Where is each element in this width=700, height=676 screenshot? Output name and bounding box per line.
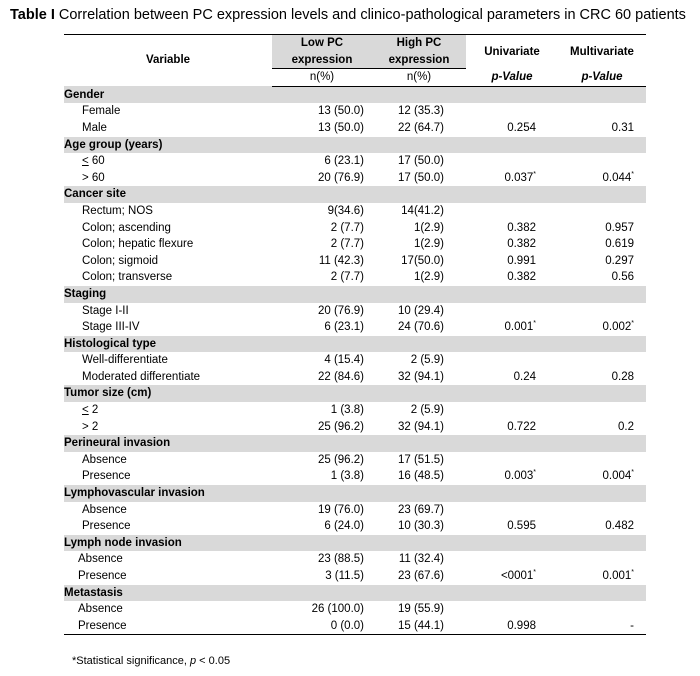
multivariate-cell xyxy=(558,419,646,436)
univariate-cell-value: 0.24 xyxy=(513,370,536,383)
univariate-cell xyxy=(466,402,558,419)
multivariate-cell-value: 0.297 xyxy=(605,254,634,267)
group-label: Perineural invasion xyxy=(64,435,646,452)
low-pc-cell xyxy=(272,568,372,585)
univariate-cell xyxy=(466,369,558,386)
high-pc-cell xyxy=(372,203,466,220)
group-row xyxy=(64,186,646,203)
group-label: Age group (years) xyxy=(64,137,646,154)
footnote-prefix: *Statistical significance, xyxy=(72,655,190,667)
group-row xyxy=(64,585,646,602)
row-label: < 2 xyxy=(82,404,99,417)
footnote xyxy=(72,655,230,667)
significance-marker: * xyxy=(631,320,634,328)
high-pc-cell xyxy=(372,170,466,187)
multivariate-cell-value: 0.619 xyxy=(605,238,634,251)
low-pc-cell-value: 20 (76.9) xyxy=(317,304,364,317)
row-label: > 2 xyxy=(82,420,99,433)
group-row xyxy=(64,86,646,103)
group-row xyxy=(64,385,646,402)
significance-marker: * xyxy=(631,170,634,178)
high-pc-cell-value: 1(2.9) xyxy=(413,238,444,251)
univariate-cell-value: 0.991 xyxy=(507,254,536,267)
univariate-cell xyxy=(466,419,558,436)
table-title: Correlation between PC expression levels and clinico-pathological parameters in CRC 60 patients xyxy=(54,7,686,23)
row-label: Presence xyxy=(64,618,272,635)
low-pc-cell-value: 6 (23.1) xyxy=(324,321,364,334)
low-pc-cell xyxy=(272,618,372,635)
table-row xyxy=(64,452,646,469)
high-pc-cell-value: 14(41.2) xyxy=(401,204,444,217)
group-label: Gender xyxy=(64,86,646,103)
low-pc-cell-value: 6 (23.1) xyxy=(324,155,364,168)
table-label: Table I xyxy=(10,7,55,23)
low-pc-cell xyxy=(272,518,372,535)
table-row xyxy=(64,518,646,535)
high-pc-cell xyxy=(372,120,466,137)
row-label: Female xyxy=(82,105,121,118)
univariate-cell-value: 0.001 xyxy=(504,321,534,334)
multivariate-cell-value: - xyxy=(630,619,634,632)
significance-marker: * xyxy=(631,569,634,577)
multivariate-cell xyxy=(558,319,646,336)
multivariate-cell-value: 0.2 xyxy=(618,420,634,433)
low-pc-cell-value: 26 (100.0) xyxy=(311,603,364,616)
high-pc-cell xyxy=(372,468,466,485)
multivariate-cell xyxy=(558,568,646,585)
header-multi-p xyxy=(558,69,646,87)
univariate-cell xyxy=(466,518,558,535)
univariate-cell xyxy=(466,319,558,336)
le-sign: < xyxy=(82,404,89,417)
multivariate-cell xyxy=(558,203,646,220)
high-pc-cell-value: 23 (67.6) xyxy=(397,570,444,582)
multivariate-cell xyxy=(558,120,646,137)
high-pc-cell-value: 16 (48.5) xyxy=(397,470,444,483)
group-label: Metastasis xyxy=(64,585,646,602)
table-row xyxy=(64,601,646,618)
low-pc-cell-value: 25 (96.2) xyxy=(317,453,364,466)
low-pc-cell-value: 2 (7.7) xyxy=(330,238,364,251)
row-label: Absence xyxy=(82,453,127,466)
footnote-p: p xyxy=(190,655,197,667)
multivariate-cell xyxy=(558,601,646,618)
high-pc-cell xyxy=(372,551,466,568)
table-row xyxy=(64,468,646,485)
table-row xyxy=(64,170,646,187)
multivariate-cell-value: 0.044 xyxy=(602,171,632,184)
high-pc-cell xyxy=(372,419,466,436)
low-pc-cell-value: 6 (24.0) xyxy=(324,520,364,533)
high-pc-cell-value: 17 (50.0) xyxy=(397,155,444,168)
high-pc-cell-value: 17 (51.5) xyxy=(397,453,444,466)
row-label: Stage I-II xyxy=(82,304,129,317)
multivariate-cell xyxy=(558,153,646,170)
group-row xyxy=(64,485,646,502)
row-label: Absence xyxy=(82,503,127,516)
univariate-cell xyxy=(466,601,558,618)
header-high-expression: expression xyxy=(372,52,466,69)
high-pc-cell xyxy=(372,402,466,419)
high-pc-cell-value: 1(2.9) xyxy=(413,221,444,234)
univariate-cell xyxy=(466,170,558,187)
table-row xyxy=(64,103,646,120)
low-pc-cell-value: 3 (11.5) xyxy=(325,570,364,582)
univariate-cell xyxy=(466,236,558,253)
low-pc-cell-value: 13 (50.0) xyxy=(317,121,364,134)
high-pc-cell-value: 22 (64.7) xyxy=(397,121,444,134)
multivariate-cell xyxy=(558,452,646,469)
univariate-cell xyxy=(466,120,558,137)
high-pc-cell-value: 10 (30.3) xyxy=(397,520,444,533)
multivariate-cell xyxy=(558,269,646,286)
low-pc-cell-value: 9(34.6) xyxy=(327,204,364,217)
row-label: Presence xyxy=(82,520,131,533)
low-pc-cell xyxy=(272,203,372,220)
high-pc-cell xyxy=(372,601,466,618)
table-row xyxy=(64,618,646,635)
footnote-value: 0.05 xyxy=(208,655,231,667)
table-row xyxy=(64,352,646,369)
low-pc-cell xyxy=(272,120,372,137)
header-low-expression: expression xyxy=(272,52,372,69)
low-pc-cell-value: 13 (50.0) xyxy=(317,105,364,118)
row-label: Absence xyxy=(78,553,123,566)
high-pc-cell-value: 1(2.9) xyxy=(413,271,444,284)
low-pc-cell-value: 11 (42.3) xyxy=(318,254,364,267)
group-label: Histological type xyxy=(64,336,646,353)
table-row xyxy=(64,419,646,436)
header-univariate: Univariate xyxy=(466,35,558,69)
high-pc-cell-value: 2 (5.9) xyxy=(410,354,444,367)
row-label: > 60 xyxy=(82,171,105,184)
group-label: Staging xyxy=(64,286,646,303)
row-label: Moderated differentiate xyxy=(82,370,201,383)
correlation-table xyxy=(64,34,646,635)
high-pc-cell-value: 10 (29.4) xyxy=(397,304,444,317)
table-row xyxy=(64,253,646,270)
low-pc-cell xyxy=(272,369,372,386)
table-row xyxy=(64,402,646,419)
multivariate-cell xyxy=(558,352,646,369)
table-row xyxy=(64,269,646,286)
high-pc-cell-value: 23 (69.7) xyxy=(397,503,444,516)
univariate-cell xyxy=(466,253,558,270)
low-pc-cell-value: 20 (76.9) xyxy=(317,171,364,184)
multivariate-cell xyxy=(558,170,646,187)
row-label: Male xyxy=(82,121,107,134)
multivariate-cell xyxy=(558,369,646,386)
low-pc-cell-value: 2 (7.7) xyxy=(330,221,364,234)
row-label: Colon; hepatic flexure xyxy=(82,238,194,251)
low-pc-cell-value: 0 (0.0) xyxy=(330,619,364,632)
table-row xyxy=(64,369,646,386)
univariate-cell-value: 0.595 xyxy=(507,520,536,533)
significance-marker: * xyxy=(533,469,536,477)
univariate-cell xyxy=(466,618,558,635)
low-pc-cell-value: 22 (84.6) xyxy=(317,370,364,383)
row-label: Colon; sigmoid xyxy=(82,254,159,267)
high-pc-cell-value: 24 (70.6) xyxy=(397,321,444,334)
high-pc-cell-value: 12 (35.3) xyxy=(397,105,444,118)
univariate-cell-value: 0.382 xyxy=(507,238,536,251)
table-caption xyxy=(10,7,694,23)
low-pc-cell xyxy=(272,352,372,369)
high-pc-cell xyxy=(372,369,466,386)
univariate-cell-value: <0001 xyxy=(500,570,534,582)
header-multivariate: Multivariate xyxy=(558,35,646,69)
group-label: Tumor size (cm) xyxy=(64,385,646,402)
high-pc-cell-value: 11 (32.4) xyxy=(398,553,444,566)
univariate-cell xyxy=(466,551,558,568)
low-pc-cell-value: 2 (7.7) xyxy=(330,271,364,284)
table-row xyxy=(64,220,646,237)
multivariate-cell-value: 0.56 xyxy=(611,271,634,284)
high-pc-cell xyxy=(372,352,466,369)
header-low-pc: Low PC xyxy=(272,35,372,52)
low-pc-cell-value: 1 (3.8) xyxy=(330,470,364,483)
univariate-cell-value: 0.382 xyxy=(507,271,536,284)
row-label: Stage III-IV xyxy=(82,321,140,334)
high-pc-cell xyxy=(372,303,466,320)
header-low-n: n(%) xyxy=(272,69,372,87)
multivariate-cell xyxy=(558,220,646,237)
table-row xyxy=(64,568,646,585)
high-pc-cell-value: 17 (50.0) xyxy=(397,171,444,184)
row-label: Presence xyxy=(78,570,127,582)
table-row xyxy=(64,203,646,220)
multivariate-cell xyxy=(558,502,646,519)
low-pc-cell xyxy=(272,236,372,253)
univariate-cell xyxy=(466,103,558,120)
low-pc-cell-value: 19 (76.0) xyxy=(317,503,364,516)
multivariate-cell xyxy=(558,103,646,120)
univariate-cell xyxy=(466,468,558,485)
significance-marker: * xyxy=(533,569,536,577)
group-row xyxy=(64,336,646,353)
high-pc-cell xyxy=(372,253,466,270)
high-pc-cell-value: 32 (94.1) xyxy=(397,420,444,433)
multivariate-cell-value: 0.002 xyxy=(602,321,632,334)
multivariate-cell xyxy=(558,518,646,535)
univariate-cell xyxy=(466,220,558,237)
low-pc-cell xyxy=(272,269,372,286)
multivariate-cell xyxy=(558,303,646,320)
multivariate-cell xyxy=(558,468,646,485)
table-row xyxy=(64,303,646,320)
significance-marker: * xyxy=(533,170,536,178)
low-pc-cell xyxy=(272,319,372,336)
low-pc-cell xyxy=(272,153,372,170)
high-pc-cell xyxy=(372,452,466,469)
high-pc-cell xyxy=(372,502,466,519)
low-pc-cell xyxy=(272,601,372,618)
low-pc-cell xyxy=(272,402,372,419)
header-high-pc: High PC xyxy=(372,35,466,52)
header-uni-p xyxy=(466,69,558,87)
univariate-cell-value: 0.254 xyxy=(507,121,536,134)
multivariate-cell-value: 0.004 xyxy=(602,470,632,483)
univariate-cell xyxy=(466,269,558,286)
univariate-cell xyxy=(466,303,558,320)
group-row xyxy=(64,535,646,552)
group-label: Cancer site xyxy=(64,186,646,203)
multivariate-cell xyxy=(558,253,646,270)
low-pc-cell xyxy=(272,253,372,270)
high-pc-cell xyxy=(372,518,466,535)
high-pc-cell xyxy=(372,103,466,120)
row-label: Colon; transverse xyxy=(82,271,173,284)
row-label: Absence xyxy=(78,603,123,616)
header-variable: Variable xyxy=(64,35,272,87)
low-pc-cell xyxy=(272,103,372,120)
row-label: Rectum; NOS xyxy=(82,204,153,217)
high-pc-cell xyxy=(372,153,466,170)
table-row xyxy=(64,153,646,170)
univariate-cell xyxy=(466,203,558,220)
footnote-op: < xyxy=(196,655,209,667)
univariate-cell-value: 0.003 xyxy=(504,470,534,483)
low-pc-cell-value: 23 (88.5) xyxy=(317,553,364,566)
low-pc-cell xyxy=(272,468,372,485)
significance-marker: * xyxy=(631,469,634,477)
multivariate-cell-value: 0.28 xyxy=(611,370,634,383)
header-high-n: n(%) xyxy=(372,69,466,87)
high-pc-cell xyxy=(372,319,466,336)
univariate-cell xyxy=(466,502,558,519)
high-pc-cell-value: 32 (94.1) xyxy=(397,370,444,383)
univariate-cell-value: 0.722 xyxy=(507,420,536,433)
row-label: Presence xyxy=(82,470,131,483)
low-pc-cell xyxy=(272,303,372,320)
multivariate-cell xyxy=(558,402,646,419)
high-pc-cell xyxy=(372,220,466,237)
header-uni-p-label: p-Value xyxy=(491,70,533,83)
le-sign: < xyxy=(82,155,89,168)
high-pc-cell-value: 2 (5.9) xyxy=(410,404,444,417)
row-label: < 60 xyxy=(82,155,105,168)
header-multi-p-label: p-Value xyxy=(581,70,623,83)
high-pc-cell-value: 19 (55.9) xyxy=(397,603,444,616)
multivariate-cell-value: 0.482 xyxy=(605,520,634,533)
high-pc-cell xyxy=(372,236,466,253)
group-label: Lymph node invasion xyxy=(64,535,646,552)
low-pc-cell-value: 25 (96.2) xyxy=(317,420,364,433)
univariate-cell-value: 0.382 xyxy=(507,221,536,234)
univariate-cell xyxy=(466,568,558,585)
high-pc-cell xyxy=(372,618,466,635)
group-row xyxy=(64,137,646,154)
group-row xyxy=(64,435,646,452)
multivariate-cell xyxy=(558,551,646,568)
row-label: Well-differentiate xyxy=(82,354,168,367)
low-pc-cell-value: 4 (15.4) xyxy=(324,354,364,367)
high-pc-cell-value: 15 (44.1) xyxy=(397,619,444,632)
univariate-cell xyxy=(466,452,558,469)
group-row xyxy=(64,286,646,303)
high-pc-cell xyxy=(372,269,466,286)
univariate-cell xyxy=(466,153,558,170)
table-row xyxy=(64,502,646,519)
row-label: Colon; ascending xyxy=(82,221,171,234)
table-row xyxy=(64,551,646,568)
table-row xyxy=(64,319,646,336)
multivariate-cell xyxy=(558,236,646,253)
low-pc-cell xyxy=(272,170,372,187)
low-pc-cell xyxy=(272,452,372,469)
low-pc-cell xyxy=(272,551,372,568)
low-pc-cell-value: 1 (3.8) xyxy=(330,404,364,417)
high-pc-cell-value: 17(50.0) xyxy=(401,254,444,267)
univariate-cell-value: 0.037 xyxy=(504,171,534,184)
multivariate-cell xyxy=(558,618,646,635)
low-pc-cell xyxy=(272,220,372,237)
multivariate-cell-value: 0.957 xyxy=(605,221,634,234)
multivariate-cell-value: 0.31 xyxy=(611,121,634,134)
low-pc-cell xyxy=(272,502,372,519)
univariate-cell-value: 0.998 xyxy=(507,619,536,632)
group-label: Lymphovascular invasion xyxy=(64,485,646,502)
low-pc-cell xyxy=(272,419,372,436)
table-body xyxy=(64,86,646,635)
table-row xyxy=(64,120,646,137)
univariate-cell xyxy=(466,352,558,369)
table-row xyxy=(64,236,646,253)
significance-marker: * xyxy=(533,320,536,328)
multivariate-cell-value: 0.001 xyxy=(602,570,632,582)
high-pc-cell xyxy=(372,568,466,585)
